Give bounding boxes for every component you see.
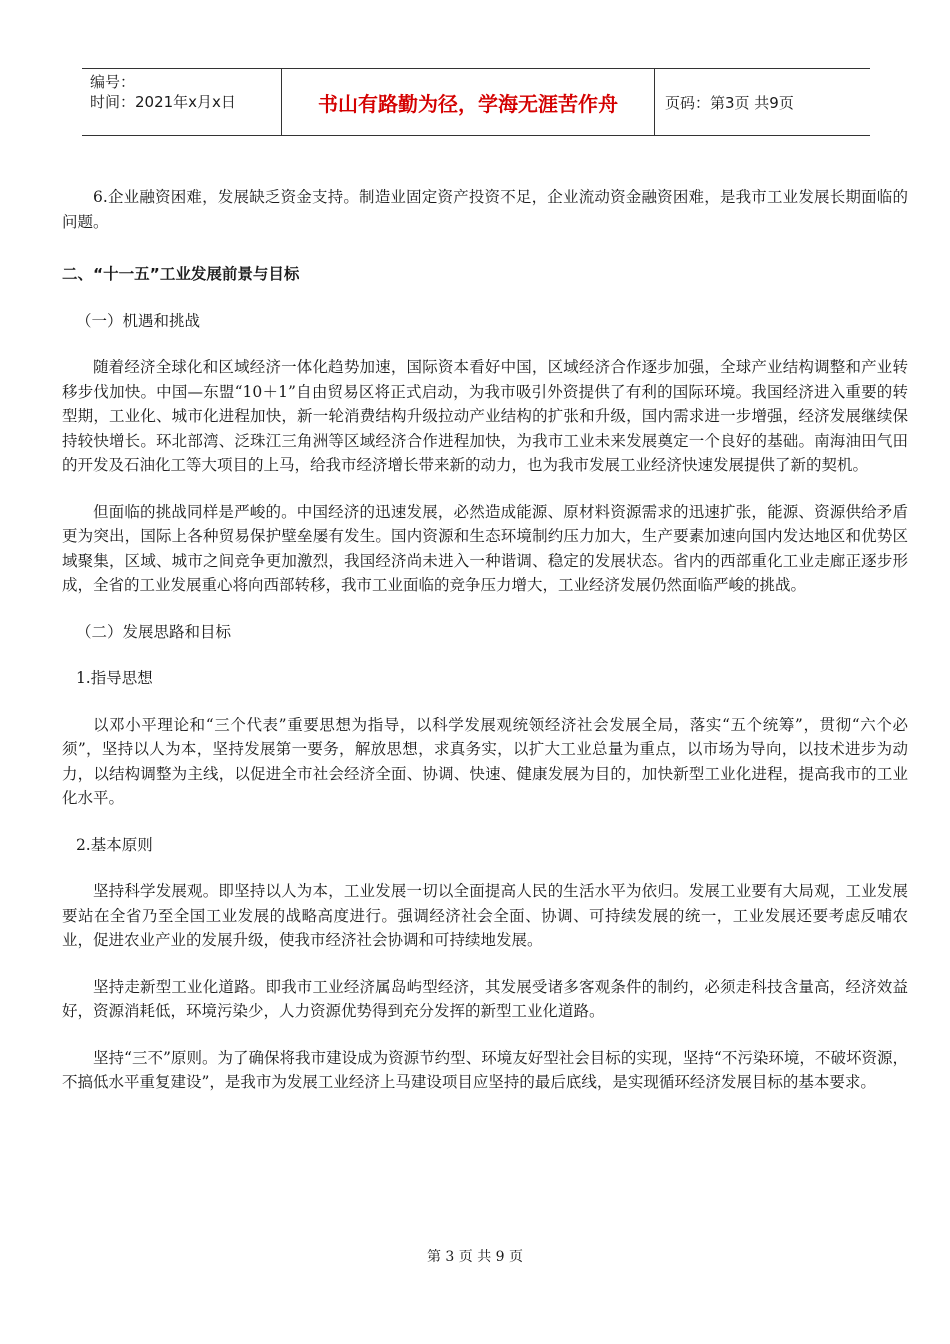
paragraph: 6.企业融资困难，发展缺乏资金支持。制造业固定资产投资不足，企业流动资金融资困难，是我市工业发展长期面临的问题。: [62, 188, 908, 231]
page-header: [82, 68, 870, 136]
document-number-label: 编号：: [90, 73, 136, 91]
paragraph: 坚持走新型工业化道路。即我市工业经济属岛屿型经济，其发展受诸多客观条件的制约，必须走科技含量高，经济效益好，资源消耗低，环境污染少，人力资源优势得到充分发挥的新型工业化道路。: [62, 977, 908, 1020]
header-motto: 书山有路勤为径，学海无涯苦作舟: [282, 69, 655, 135]
subsection-heading: （一）机遇和挑战: [75, 311, 200, 330]
document-date: 时间：2021年x月x日: [90, 93, 236, 111]
subsection-heading: 2.基本原则: [75, 835, 153, 854]
paragraph: 坚持“三不”原则。为了确保将我市建设成为资源节约型、环境友好型社会目标的实现，坚持“不污染环境，不破坏资源，不搞低水平重复建设”，是我市为发展工业经济上马建设项目应坚持的最后底线，是实现循环经济发展目标的基本要求。: [62, 1048, 908, 1091]
header-meta: [82, 69, 282, 135]
subsection-heading: 1.指导思想: [75, 669, 153, 687]
paragraph: 坚持科学发展观。即坚持以人为本，工业发展一切以全面提高人民的生活水平为依归。发展工业要有大局观，工业发展要站在全省乃至全国工业发展的战略高度进行。强调经济社会全面、协调、可持续发展的统一，工业发展还要考虑反哺农业，促进农业产业的发展升级，使我市经济社会协调和可持续地发展。: [62, 882, 908, 949]
paragraph: 但面临的挑战同样是严峻的。中国经济的迅速发展，必然造成能源、原材料资源需求的迅速扩张，能源、资源供给矛盾更为突出，国际上各种贸易保护壁垒屡有发生。国内资源和生态环境制约压力加大，生产要素加速向国内发达地区和优势区域聚集，区域、城市之间竞争更加激烈，我国经济尚未进入一种谐调、稳定的发展状态。省内的西部重化工业走廊正逐步形成，全省的工业发展重心将向西部转移，我市工业面临的竞争压力增大，工业经济发展仍然面临严峻的挑战。: [62, 502, 908, 594]
subsection-heading: （二）发展思路和目标: [75, 622, 231, 641]
header-page-info: 页码：第3页 共9页: [665, 93, 794, 112]
paragraph: 随着经济全球化和区域经济一体化趋势加速，国际资本看好中国，区域经济合作逐步加强，全球产业结构调整和产业转移步伐加快。中国—东盟“10＋1”自由贸易区将正式启动，为我市吸引外资提供了有利的国际环境。我国经济进入重要的转型期，工业化、城市化进程加快，新一轮消费结构升级拉动产业结构的扩张和升级，国内需求进一步增强，经济发展继续保持较快增长。环北部湾、泛珠江三角洲等区域经济合作进程加快，为我市工业未来发展奠定一个良好的基础。南海油田气田的开发及石油化工等大项目的上马，给我市经济增长带来新的动力，也为我市发展工业经济快速发展提供了新的契机。: [62, 358, 908, 474]
document-body: [62, 185, 908, 1117]
section-heading: 二、“十一五”工业发展前景与目标: [62, 265, 300, 283]
paragraph: 以邓小平理论和“三个代表”重要思想为指导，以科学发展观统领经济社会发展全局，落实“五个统筹”，贯彻“六个必须”，坚持以人为本，坚持发展第一要务，解放思想，求真务实，以扩大工业总量为重点，以市场为导向，以技术进步为动力，以结构调整为主线，以促进全市社会经济全面、协调、快速、健康发展为目的，加快新型工业化进程，提高我市的工业化水平。: [62, 715, 908, 807]
page-footer: 第 3 页 共 9 页: [426, 1249, 524, 1265]
